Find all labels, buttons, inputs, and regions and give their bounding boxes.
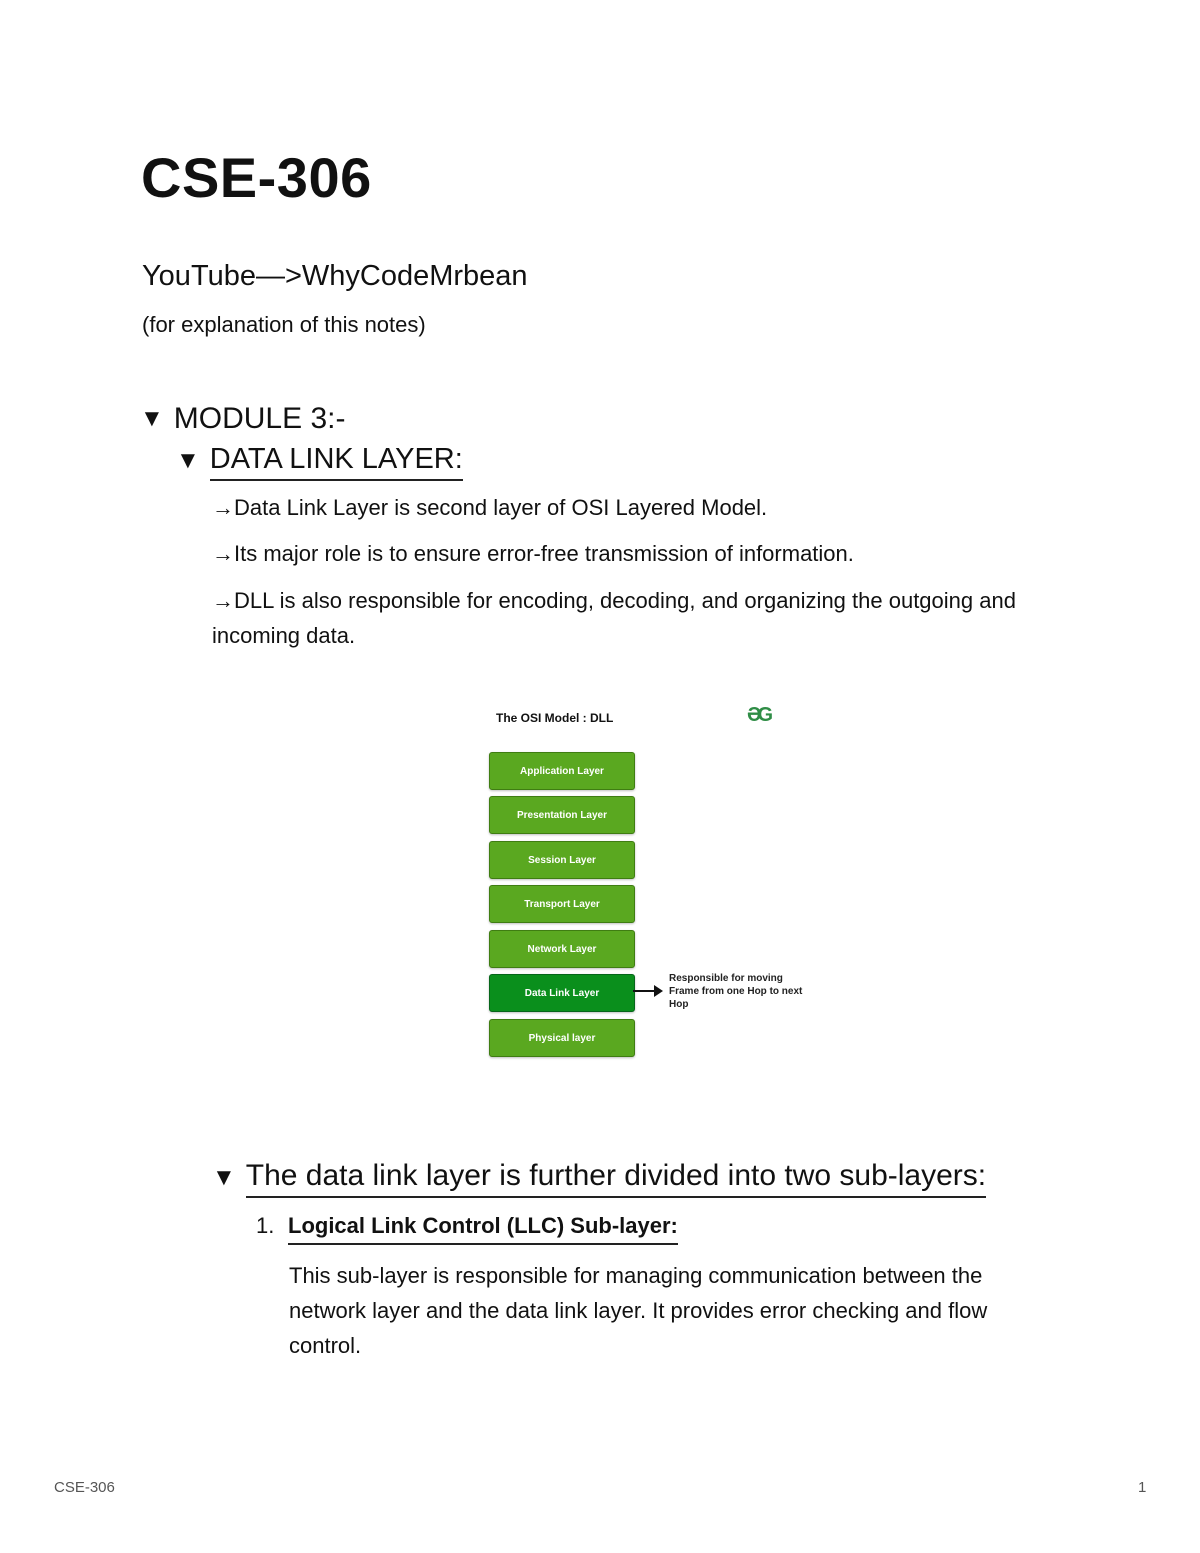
figure-annotation: Responsible for moving Frame from one Hop to next Hop (669, 973, 803, 1010)
list-item (256, 1210, 678, 1245)
gfg-logo-icon: ƏG (747, 704, 770, 726)
sublayers-heading: The data link layer is further divided into two sub-layers: (246, 1157, 986, 1198)
module-heading: MODULE 3:- (173, 402, 346, 435)
osi-model-figure (487, 706, 817, 1066)
dll-point: →Data Link Layer is second layer of OSI Layered Model. (212, 495, 768, 520)
dll-toggle[interactable] (176, 440, 463, 481)
triangle-down-icon[interactable]: ▼ (176, 446, 200, 474)
footer-doc-name: CSE-306 (54, 1479, 115, 1496)
osi-layer: Presentation Layer (489, 796, 635, 834)
dll-point: →Its major role is to ensure error-free transmission of information. (212, 541, 854, 566)
llc-heading: Logical Link Control (LLC) Sub-layer: (288, 1210, 678, 1245)
figure-title: The OSI Model : DLL (496, 711, 614, 725)
page-number: 1 (1138, 1479, 1147, 1496)
arrow-right-icon (633, 990, 661, 992)
youtube-channel-heading: YouTube—>WhyCodeMrbean (142, 260, 528, 292)
page-title: CSE-306 (141, 146, 372, 209)
dll-point: →DLL is also responsible for encoding, decoding, and organizing the outgoing and incoming data. (212, 588, 1016, 648)
triangle-down-icon[interactable]: ▼ (212, 1163, 236, 1191)
osi-layer-highlighted: Data Link Layer (489, 974, 635, 1012)
module-toggle[interactable] (140, 400, 345, 438)
osi-layer: Network Layer (489, 930, 635, 968)
osi-layer: Application Layer (489, 752, 635, 790)
list-number: 1. (256, 1213, 275, 1238)
osi-layer: Physical layer (489, 1019, 635, 1057)
llc-description: This sub-layer is responsible for managing communication between the network layer and the data link layer. It provides error checking and flow control. (289, 1263, 988, 1358)
sublayers-toggle[interactable] (212, 1157, 986, 1198)
triangle-down-icon[interactable]: ▼ (140, 405, 164, 432)
explanation-note: (for explanation of this notes) (142, 312, 426, 337)
dll-heading: DATA LINK LAYER: (210, 440, 463, 481)
osi-layer: Session Layer (489, 841, 635, 879)
osi-layer: Transport Layer (489, 885, 635, 923)
